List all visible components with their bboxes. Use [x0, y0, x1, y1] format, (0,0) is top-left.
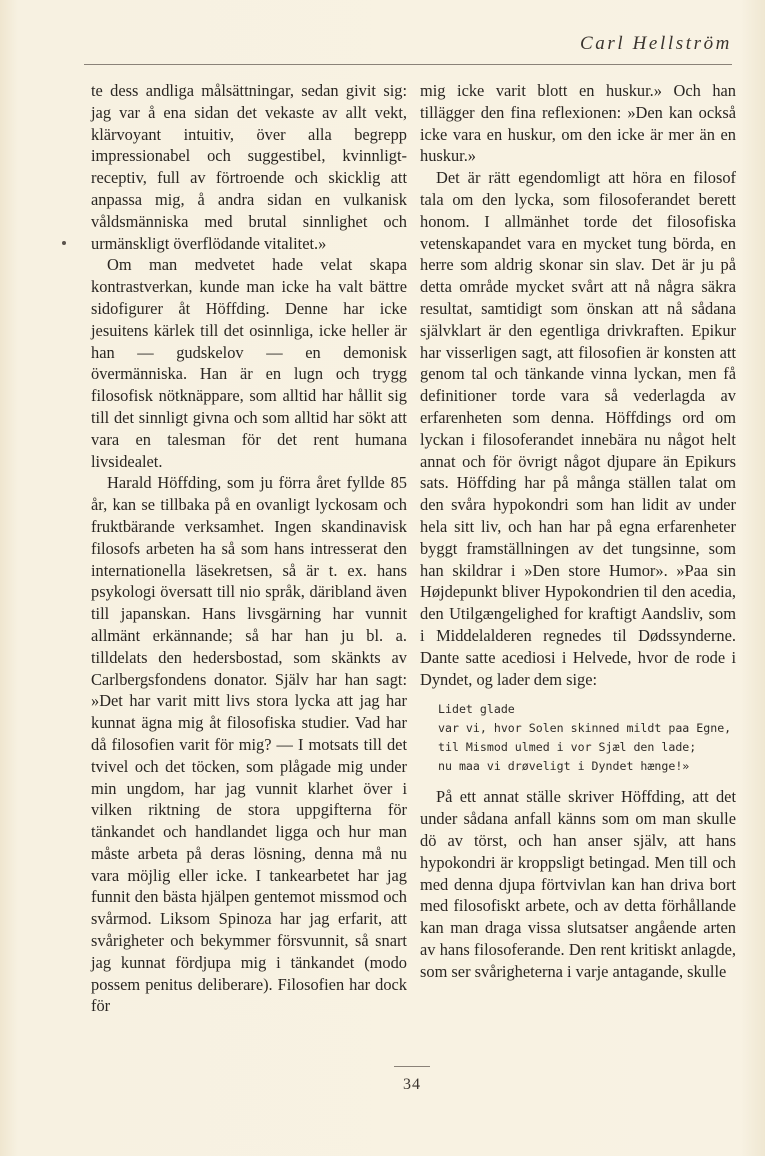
poem-line: til Mismod ulmed i vor Sjæl den lade; — [438, 740, 697, 755]
paragraph: Harald Höffding, som ju förra året fyllde 85 år, kan se tillbaka på en ovanligt lyckosam och fruktbärande verksamhet. Ingen skandinavisk filosofs arbeten ha så som hans intresserat den internationella läsekretsen, så är t. ex. hans psykologi översatt till nio språk, däribland även till japanskan. Hans livsgärning har vunnit allmänt erkännande; så har han ju bl. a. tilldelats den hedersbostad, som skänkts av Carlbergsfondens donator. Själv har han sagt: »Det har varit mitt livs stora lycka att jag har kunnat ägna mig åt filosofiska studier. Vad har då filosofien varit för mig? — I motsats till det tvivel och det töcken, som plågade mig under min ungdom, har jag vunnit klarhet över i vilken riktning de stora uppgifterna för tänkandet och handlandet ligga och hur man måste arbeta på deras lösning, denna må nu vara möjlig eller icke. I tankearbetet har jag funnit den bästa hjälpen gentemot missmod och svårmod. Liksom Spinoza har jag erfarit, att svårigheter och bekymmer försvunnit, så snart jag kunnat fördjupa mig i tänkandet (modo possem penitus deliberare). Filosofien har dock för — [91, 473, 407, 1016]
poem-line: Lidet glade — [438, 702, 515, 717]
page-number: 34 — [403, 1076, 421, 1093]
footer-rule — [394, 1066, 430, 1067]
left-column — [91, 80, 407, 1017]
paragraph: På ett annat ställe skriver Höffding, att det under sådana anfall känns som om man skulle dö av törst, och han anser själv, att hans hypokondri är kroppsligt betingad. Men till och med denna djupa förtvivlan kan han driva bort med filosofiskt arbete, och av detta förhållande kan man draga vissa slutsatser angående arten av hans filosoferande. Den rent kritiskt anlagde, som ser svårigheterna i varje antagande, skulle — [420, 787, 736, 981]
running-header: Carl Hellström — [580, 33, 732, 54]
poem-quote — [438, 700, 736, 776]
header-rule — [84, 64, 732, 65]
paragraph: mig icke varit blott en huskur.» Och han tillägger den fina reflexionen: »Den kan också icke vara en huskur, om den icke är mer än en huskur.» — [420, 81, 736, 166]
right-column — [420, 80, 736, 982]
poem-line: nu maa vi drøveligt i Dyndet hænge!» — [438, 759, 690, 774]
margin-mark — [62, 241, 66, 245]
poem-line: var vi, hvor Solen skinned mildt paa Egne, — [438, 721, 732, 736]
paragraph: te dess andliga målsättningar, sedan givit sig: jag var å ena sidan det vekaste av allt vekt, klärvoyant intuitiv, över alla begrepp impressionabel och suggestibel, kvinnligt-receptiv, full av förtroende och skicklig att anpassa mig, å andra sidan en vulkanisk våldsmänniska med brutal sinnlighet och urmänskligt överflödande vitalitet.» — [91, 81, 407, 253]
paragraph: Om man medvetet hade velat skapa kontrastverkan, kunde man icke ha valt bättre sidofigurer åt Höffding. Denne har icke jesuitens kärlek till det osinnliga, icke heller är han — gudskelov — en demonisk övermänniska. Han är en lugn och trygg filosofisk nötknäppare, som alltid har hållit sig till det sinnligt givna och som alltid har sökt att vara en talesman för det rent humana livsidealet. — [91, 255, 407, 471]
paragraph: Det är rätt egendomligt att höra en filosof tala om den lycka, som filosoferandet berett honom. I allmänhet torde det filosofiska vetenskapandet vara en mycket tung börda, en herre som aldrig skonar sin slav. Det är ju på detta område mycket svårt att nå några säkra resultat, samtidigt som önskan att nå sådana självklart är den egentliga drivkraften. Epikur har visserligen sagt, att filosofien är konsten att genom tal och tänkande vinna lyckan, men få definitioner torde vara så vederlagda av erfarenheten som denna. Höffdings ord om lyckan i filosoferandet innebära nu något helt annat och för övrigt något djupare än Epikurs sats. Höffding har på många ställen talat om den svåra hypokondri som han lidit av under hela sitt liv, och han har på egna erfarenheter byggt framställningen av det tungsinne, som han skildrar i »Den store Humor». »Paa sin Højdepunkt bliver Hypokondrien til den acedia, den Utilgængelighed for kraftigt Aandsliv, som i Middelalderen regnedes til Dødssynderne. Dante satte acediosi i Helvede, hvor de rode i Dyndet, og lader dem sige: — [420, 168, 736, 689]
